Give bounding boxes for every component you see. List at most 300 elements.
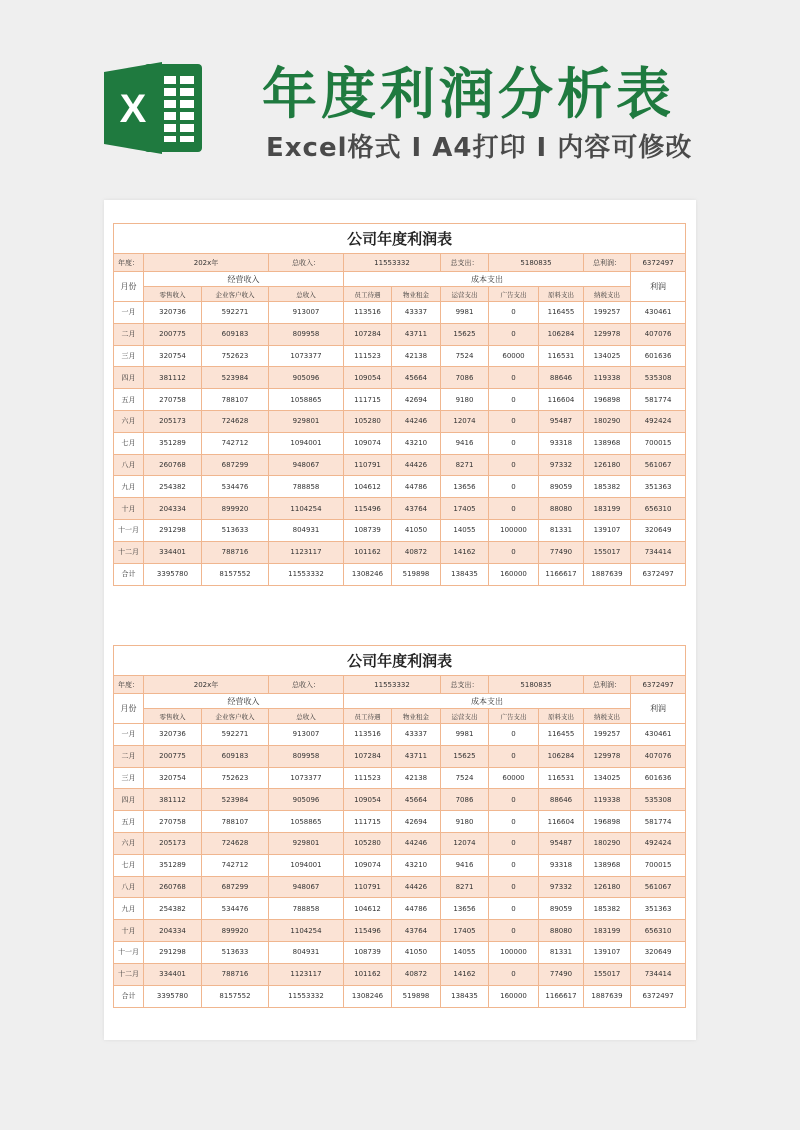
value-cell: 492424 [631, 832, 686, 854]
value-cell: 592271 [202, 724, 269, 746]
total-row [114, 985, 686, 1007]
value-cell: 100000 [489, 941, 539, 963]
value-cell: 155017 [584, 541, 631, 563]
value-cell: 205173 [144, 832, 202, 854]
value-cell: 200775 [144, 323, 202, 345]
value-cell: 43210 [392, 854, 441, 876]
total-label: 合计 [114, 985, 144, 1007]
value-cell: 601636 [631, 767, 686, 789]
value-cell: 0 [489, 302, 539, 324]
header-income-group: 经营收入 [144, 272, 344, 287]
value-cell: 43711 [392, 745, 441, 767]
header-profit: 利润 [631, 694, 686, 724]
value-cell: 407076 [631, 323, 686, 345]
value-cell: 183199 [584, 920, 631, 942]
value-cell: 0 [489, 876, 539, 898]
month-cell: 十二月 [114, 963, 144, 985]
value-cell: 89059 [539, 476, 584, 498]
table-row [114, 963, 686, 985]
value-cell: 199257 [584, 724, 631, 746]
column-header: 运营支出 [441, 287, 489, 302]
table-row [114, 498, 686, 520]
value-cell: 126180 [584, 876, 631, 898]
total-cell: 1887639 [584, 985, 631, 1007]
total-cell: 11553332 [269, 985, 344, 1007]
value-cell: 93318 [539, 432, 584, 454]
page-title: 年度利润分析表 [262, 62, 676, 126]
value-cell: 196898 [584, 389, 631, 411]
column-header: 运营支出 [441, 709, 489, 724]
table-row [114, 410, 686, 432]
value-cell: 111523 [344, 345, 392, 367]
value-cell: 105280 [344, 832, 392, 854]
value-cell: 88646 [539, 789, 584, 811]
value-cell: 534476 [202, 898, 269, 920]
month-cell: 四月 [114, 367, 144, 389]
value-cell: 81331 [539, 941, 584, 963]
value-cell: 0 [489, 541, 539, 563]
value-cell: 581774 [631, 811, 686, 833]
column-header: 原料支出 [539, 287, 584, 302]
value-cell: 381112 [144, 367, 202, 389]
value-cell: 254382 [144, 476, 202, 498]
value-cell: 106284 [539, 745, 584, 767]
summary-profit-label: 总利润： [584, 676, 631, 694]
value-cell: 44426 [392, 876, 441, 898]
value-cell: 12074 [441, 832, 489, 854]
value-cell: 185382 [584, 898, 631, 920]
total-cell: 1308246 [344, 563, 392, 585]
value-cell: 77490 [539, 541, 584, 563]
table-row [114, 811, 686, 833]
value-cell: 95487 [539, 832, 584, 854]
page-subtitle: Excel格式 I A4打印 I 内容可修改 [266, 133, 693, 163]
month-cell: 三月 [114, 767, 144, 789]
value-cell: 205173 [144, 410, 202, 432]
total-cell: 160000 [489, 563, 539, 585]
value-cell: 129978 [584, 323, 631, 345]
value-cell: 0 [489, 389, 539, 411]
column-header: 零售收入 [144, 709, 202, 724]
value-cell: 9180 [441, 389, 489, 411]
value-cell: 260768 [144, 454, 202, 476]
summary-cost-value: 5180835 [489, 676, 584, 694]
value-cell: 0 [489, 476, 539, 498]
column-header: 纳税支出 [584, 287, 631, 302]
summary-cost-label: 总支出： [441, 676, 489, 694]
table-row [114, 323, 686, 345]
value-cell: 320736 [144, 724, 202, 746]
summary-year-label: 年度： [114, 676, 144, 694]
value-cell: 788858 [269, 898, 344, 920]
summary-profit-value: 6372497 [631, 254, 686, 272]
table-row [114, 541, 686, 563]
value-cell: 43764 [392, 498, 441, 520]
value-cell: 14162 [441, 963, 489, 985]
value-cell: 656310 [631, 498, 686, 520]
value-cell: 129978 [584, 745, 631, 767]
value-cell: 0 [489, 811, 539, 833]
value-cell: 0 [489, 498, 539, 520]
value-cell: 905096 [269, 367, 344, 389]
value-cell: 523984 [202, 367, 269, 389]
value-cell: 199257 [584, 302, 631, 324]
value-cell: 0 [489, 724, 539, 746]
column-header: 企业客户收入 [202, 287, 269, 302]
value-cell: 183199 [584, 498, 631, 520]
value-cell: 43711 [392, 323, 441, 345]
value-cell: 44786 [392, 476, 441, 498]
value-cell: 752623 [202, 767, 269, 789]
value-cell: 905096 [269, 789, 344, 811]
value-cell: 109054 [344, 367, 392, 389]
value-cell: 561067 [631, 876, 686, 898]
month-cell: 二月 [114, 745, 144, 767]
total-label: 合计 [114, 563, 144, 585]
value-cell: 115496 [344, 920, 392, 942]
value-cell: 42694 [392, 811, 441, 833]
value-cell: 42138 [392, 345, 441, 367]
value-cell: 752623 [202, 345, 269, 367]
value-cell: 43210 [392, 432, 441, 454]
summary-revenue-label: 总收入： [269, 254, 344, 272]
value-cell: 929801 [269, 410, 344, 432]
value-cell: 788858 [269, 476, 344, 498]
total-cell: 3395780 [144, 563, 202, 585]
value-cell: 899920 [202, 920, 269, 942]
value-cell: 788716 [202, 541, 269, 563]
value-cell: 788107 [202, 811, 269, 833]
value-cell: 948067 [269, 876, 344, 898]
value-cell: 535308 [631, 789, 686, 811]
table-row [114, 345, 686, 367]
value-cell: 601636 [631, 345, 686, 367]
value-cell: 116604 [539, 811, 584, 833]
total-cell: 11553332 [269, 563, 344, 585]
value-cell: 13656 [441, 476, 489, 498]
value-cell: 139107 [584, 941, 631, 963]
value-cell: 196898 [584, 811, 631, 833]
value-cell: 1123117 [269, 963, 344, 985]
value-cell: 804931 [269, 941, 344, 963]
header-month: 月份 [114, 694, 144, 724]
column-header: 总收入 [269, 287, 344, 302]
total-cell: 519898 [392, 563, 441, 585]
value-cell: 9180 [441, 811, 489, 833]
value-cell: 948067 [269, 454, 344, 476]
value-cell: 42138 [392, 767, 441, 789]
value-cell: 320649 [631, 941, 686, 963]
total-cell: 8157552 [202, 985, 269, 1007]
value-cell: 809958 [269, 745, 344, 767]
value-cell: 734414 [631, 963, 686, 985]
value-cell: 1104254 [269, 920, 344, 942]
value-cell: 108739 [344, 941, 392, 963]
summary-year-value: 202x年 [144, 254, 269, 272]
total-cell: 138435 [441, 563, 489, 585]
value-cell: 609183 [202, 323, 269, 345]
column-header: 原料支出 [539, 709, 584, 724]
logo-letter: X [119, 87, 147, 131]
month-cell: 十二月 [114, 541, 144, 563]
summary-cost-value: 5180835 [489, 254, 584, 272]
value-cell: 45664 [392, 367, 441, 389]
value-cell: 523984 [202, 789, 269, 811]
value-cell: 119338 [584, 367, 631, 389]
value-cell: 656310 [631, 920, 686, 942]
value-cell: 60000 [489, 345, 539, 367]
value-cell: 351289 [144, 432, 202, 454]
value-cell: 7086 [441, 789, 489, 811]
total-cell: 8157552 [202, 563, 269, 585]
value-cell: 430461 [631, 724, 686, 746]
value-cell: 320649 [631, 519, 686, 541]
value-cell: 139107 [584, 519, 631, 541]
value-cell: 88080 [539, 498, 584, 520]
table-row [114, 454, 686, 476]
value-cell: 291298 [144, 519, 202, 541]
value-cell: 116531 [539, 345, 584, 367]
month-cell: 七月 [114, 432, 144, 454]
page-header [0, 0, 800, 190]
value-cell: 88646 [539, 367, 584, 389]
summary-row [114, 676, 686, 694]
month-cell: 一月 [114, 724, 144, 746]
value-cell: 204334 [144, 498, 202, 520]
value-cell: 111523 [344, 767, 392, 789]
summary-revenue-value: 11553332 [344, 254, 441, 272]
value-cell: 81331 [539, 519, 584, 541]
value-cell: 43337 [392, 302, 441, 324]
table-row [114, 432, 686, 454]
column-header: 广告支出 [489, 709, 539, 724]
value-cell: 138968 [584, 854, 631, 876]
column-header: 纳税支出 [584, 709, 631, 724]
total-cell: 1166617 [539, 563, 584, 585]
month-cell: 四月 [114, 789, 144, 811]
value-cell: 109074 [344, 854, 392, 876]
value-cell: 334401 [144, 541, 202, 563]
value-cell: 116455 [539, 302, 584, 324]
value-cell: 1094001 [269, 854, 344, 876]
table-row [114, 789, 686, 811]
value-cell: 14162 [441, 541, 489, 563]
header-month: 月份 [114, 272, 144, 302]
value-cell: 88080 [539, 920, 584, 942]
column-header: 员工待遇 [344, 709, 392, 724]
value-cell: 913007 [269, 724, 344, 746]
value-cell: 41050 [392, 941, 441, 963]
summary-revenue-label: 总收入： [269, 676, 344, 694]
value-cell: 929801 [269, 832, 344, 854]
month-cell: 八月 [114, 454, 144, 476]
total-cell: 6372497 [631, 985, 686, 1007]
value-cell: 1058865 [269, 389, 344, 411]
value-cell: 44246 [392, 410, 441, 432]
total-cell: 3395780 [144, 985, 202, 1007]
table-title: 公司年度利润表 [114, 224, 686, 254]
total-cell: 6372497 [631, 563, 686, 585]
value-cell: 116604 [539, 389, 584, 411]
value-cell: 45664 [392, 789, 441, 811]
value-cell: 104612 [344, 898, 392, 920]
summary-profit-value: 6372497 [631, 676, 686, 694]
month-cell: 十一月 [114, 941, 144, 963]
value-cell: 1123117 [269, 541, 344, 563]
value-cell: 734414 [631, 541, 686, 563]
summary-revenue-value: 11553332 [344, 676, 441, 694]
value-cell: 106284 [539, 323, 584, 345]
value-cell: 119338 [584, 789, 631, 811]
total-cell: 1308246 [344, 985, 392, 1007]
value-cell: 535308 [631, 367, 686, 389]
value-cell: 561067 [631, 454, 686, 476]
value-cell: 0 [489, 920, 539, 942]
value-cell: 254382 [144, 898, 202, 920]
value-cell: 260768 [144, 876, 202, 898]
value-cell: 381112 [144, 789, 202, 811]
value-cell: 17405 [441, 920, 489, 942]
value-cell: 724628 [202, 410, 269, 432]
column-header: 零售收入 [144, 287, 202, 302]
summary-year-label: 年度： [114, 254, 144, 272]
value-cell: 7086 [441, 367, 489, 389]
value-cell: 107284 [344, 323, 392, 345]
value-cell: 320754 [144, 345, 202, 367]
value-cell: 8271 [441, 876, 489, 898]
value-cell: 592271 [202, 302, 269, 324]
value-cell: 42694 [392, 389, 441, 411]
value-cell: 687299 [202, 454, 269, 476]
value-cell: 0 [489, 832, 539, 854]
value-cell: 89059 [539, 898, 584, 920]
table-row [114, 920, 686, 942]
value-cell: 804931 [269, 519, 344, 541]
value-cell: 134025 [584, 345, 631, 367]
value-cell: 1094001 [269, 432, 344, 454]
total-cell: 138435 [441, 985, 489, 1007]
value-cell: 0 [489, 789, 539, 811]
column-header: 企业客户收入 [202, 709, 269, 724]
value-cell: 351363 [631, 898, 686, 920]
value-cell: 724628 [202, 832, 269, 854]
month-cell: 九月 [114, 898, 144, 920]
summary-row [114, 254, 686, 272]
value-cell: 14055 [441, 519, 489, 541]
value-cell: 334401 [144, 963, 202, 985]
header-income-group: 经营收入 [144, 694, 344, 709]
value-cell: 351363 [631, 476, 686, 498]
table-row [114, 941, 686, 963]
value-cell: 113516 [344, 724, 392, 746]
value-cell: 44426 [392, 454, 441, 476]
summary-year-value: 202x年 [144, 676, 269, 694]
month-cell: 三月 [114, 345, 144, 367]
table-title: 公司年度利润表 [114, 646, 686, 676]
value-cell: 12074 [441, 410, 489, 432]
column-header: 物业租金 [392, 287, 441, 302]
value-cell: 77490 [539, 963, 584, 985]
value-cell: 0 [489, 745, 539, 767]
table-row [114, 724, 686, 746]
value-cell: 609183 [202, 745, 269, 767]
value-cell: 7524 [441, 767, 489, 789]
value-cell: 0 [489, 410, 539, 432]
value-cell: 43764 [392, 920, 441, 942]
value-cell: 14055 [441, 941, 489, 963]
value-cell: 1073377 [269, 767, 344, 789]
value-cell: 111715 [344, 389, 392, 411]
value-cell: 913007 [269, 302, 344, 324]
value-cell: 788716 [202, 963, 269, 985]
value-cell: 101162 [344, 963, 392, 985]
value-cell: 742712 [202, 854, 269, 876]
value-cell: 180290 [584, 832, 631, 854]
value-cell: 97332 [539, 454, 584, 476]
excel-logo-icon [104, 60, 204, 156]
value-cell: 0 [489, 898, 539, 920]
value-cell: 492424 [631, 410, 686, 432]
month-cell: 五月 [114, 811, 144, 833]
table-row [114, 745, 686, 767]
value-cell: 95487 [539, 410, 584, 432]
value-cell: 113516 [344, 302, 392, 324]
value-cell: 204334 [144, 920, 202, 942]
value-cell: 7524 [441, 345, 489, 367]
total-cell: 1887639 [584, 563, 631, 585]
value-cell: 13656 [441, 898, 489, 920]
value-cell: 687299 [202, 876, 269, 898]
value-cell: 513633 [202, 519, 269, 541]
value-cell: 9981 [441, 724, 489, 746]
summary-cost-label: 总支出： [441, 254, 489, 272]
value-cell: 107284 [344, 745, 392, 767]
value-cell: 742712 [202, 432, 269, 454]
value-cell: 105280 [344, 410, 392, 432]
value-cell: 581774 [631, 389, 686, 411]
value-cell: 270758 [144, 811, 202, 833]
value-cell: 40872 [392, 963, 441, 985]
column-header: 物业租金 [392, 709, 441, 724]
value-cell: 110791 [344, 876, 392, 898]
value-cell: 17405 [441, 498, 489, 520]
value-cell: 788107 [202, 389, 269, 411]
header-cost-group: 成本支出 [344, 694, 631, 709]
table-row [114, 832, 686, 854]
value-cell: 0 [489, 432, 539, 454]
value-cell: 534476 [202, 476, 269, 498]
value-cell: 110791 [344, 454, 392, 476]
profit-table [113, 223, 686, 586]
value-cell: 430461 [631, 302, 686, 324]
table-row [114, 476, 686, 498]
month-cell: 十一月 [114, 519, 144, 541]
value-cell: 180290 [584, 410, 631, 432]
value-cell: 101162 [344, 541, 392, 563]
month-cell: 五月 [114, 389, 144, 411]
value-cell: 0 [489, 963, 539, 985]
table-row [114, 876, 686, 898]
value-cell: 15625 [441, 745, 489, 767]
value-cell: 41050 [392, 519, 441, 541]
column-header: 员工待遇 [344, 287, 392, 302]
value-cell: 126180 [584, 454, 631, 476]
value-cell: 93318 [539, 854, 584, 876]
value-cell: 270758 [144, 389, 202, 411]
table-row [114, 767, 686, 789]
month-cell: 一月 [114, 302, 144, 324]
value-cell: 60000 [489, 767, 539, 789]
